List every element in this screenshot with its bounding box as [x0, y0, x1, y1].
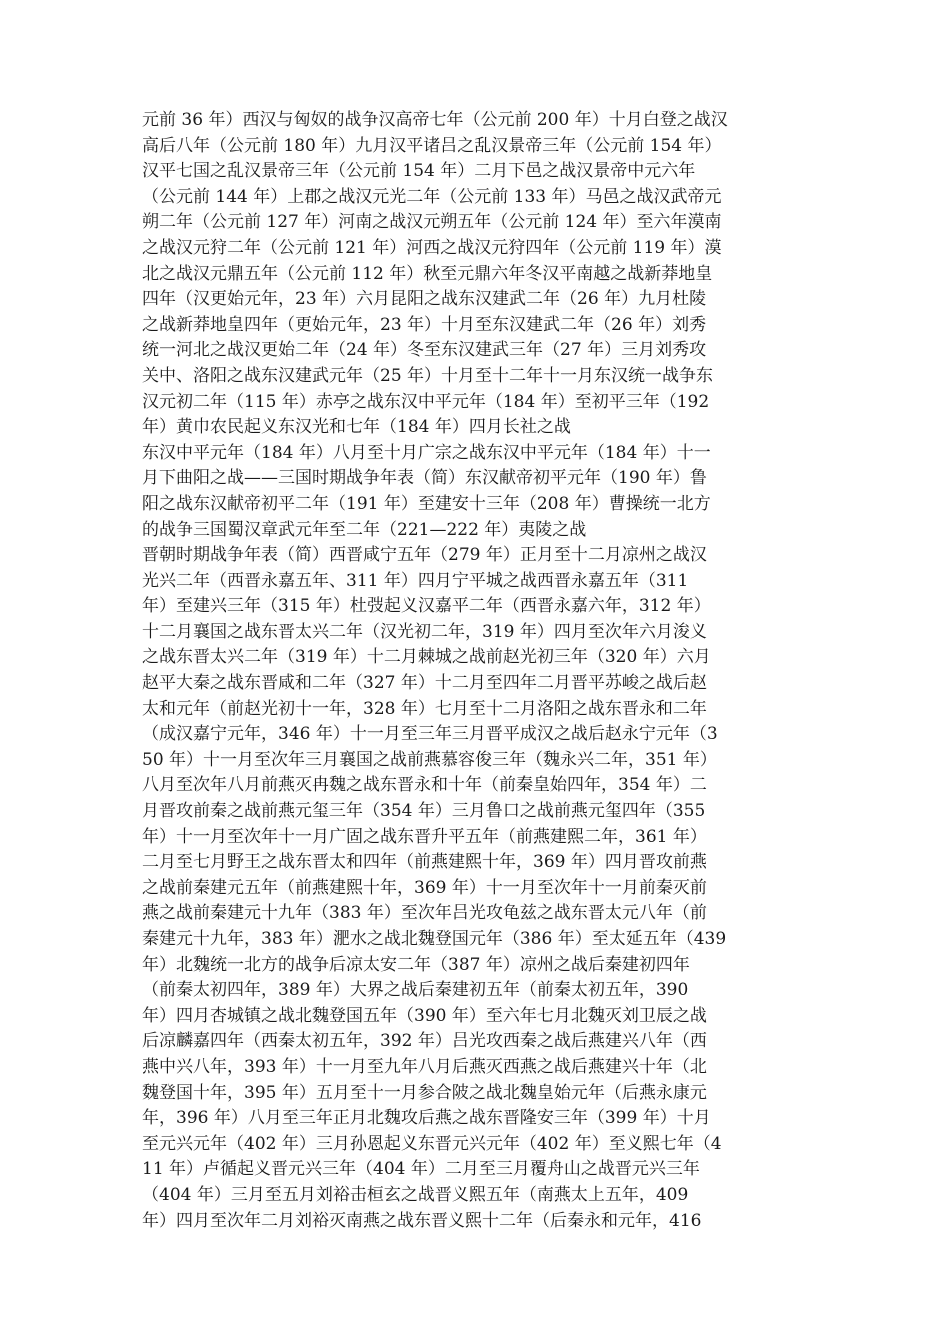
text-line-35: （前秦太初四年，389 年）大界之战后秦建初五年（前秦太初五年，390 [142, 980, 689, 1001]
text-line-17: 的战争三国蜀汉章武元年至二年（221—222 年）夷陵之战 [142, 519, 587, 540]
text-line-43: （404 年）三月至五月刘裕击桓玄之战晋义熙五年（南燕太上五年，409 [142, 1184, 689, 1205]
text-line-23: 赵平大秦之战东晋咸和二年（327 年）十二月至四年二月晋平苏峻之战后赵 [142, 673, 707, 694]
text-line-32: 燕之战前秦建元十九年（383 年）至次年吕光攻龟兹之战东晋太元八年（前 [142, 903, 707, 924]
text-line-1: 元前 36 年）西汉与匈奴的战争汉高帝七年（公元前 200 年）十月白登之战汉 [142, 110, 728, 130]
text-line-4: （公元前 144 年）上郡之战汉元光二年（公元前 133 年）马邑之战汉武帝元 [142, 186, 722, 207]
text-line-10: 统一河北之战汉更始二年（24 年）冬至东汉建武三年（27 年）三月刘秀攻 [142, 340, 707, 361]
text-line-27: 八月至次年八月前燕灭冉魏之战东晋永和十年（前秦皇始四年，354 年）二 [142, 775, 707, 796]
text-line-28: 月晋攻前秦之战前燕元玺三年（354 年）三月鲁口之战前燕元玺四年（355 [142, 801, 706, 822]
text-line-29: 年）十一月至次年十一月广固之战东晋升平五年（前燕建熙二年，361 年） [142, 826, 707, 847]
text-line-25: （成汉嘉宁元年，346 年）十一月至三年三月晋平成汉之战后赵永宁元年（3 [142, 724, 718, 745]
text-line-26: 50 年）十一月至次年三月襄国之战前燕慕容俊三年（魏永兴二年，351 年） [142, 749, 717, 770]
text-line-36: 年）四月杏城镇之战北魏登国五年（390 年）至六年七月北魏灭刘卫辰之战 [142, 1005, 707, 1026]
text-line-5: 朔二年（公元前 127 年）河南之战汉元朔五年（公元前 124 年）至六年漠南 [142, 212, 722, 233]
text-line-34: 年）北魏统一北方的战争后凉太安二年（387 年）凉州之战后秦建初四年 [142, 954, 690, 975]
text-line-19: 光兴二年（西晋永嘉五年、311 年）四月宁平城之战西晋永嘉五年（311 [142, 570, 689, 591]
text-line-11: 关中、洛阳之战东汉建武元年（25 年）十月至十二年十一月东汉统一战争东 [142, 365, 714, 386]
text-line-44: 年）四月至次年二月刘裕灭南燕之战东晋义熙十二年（后秦永和元年，416 [142, 1210, 702, 1231]
text-line-30: 二月至七月野王之战东晋太和四年（前燕建熙十年，369 年）四月晋攻前燕 [142, 852, 707, 873]
text-line-41: 至元兴元年（402 年）三月孙恩起义东晋元兴元年（402 年）至义熙七年（4 [142, 1133, 722, 1154]
text-line-37: 后凉麟嘉四年（西秦太初五年，392 年）吕光攻西秦之战后燕建兴八年（西 [142, 1031, 707, 1052]
text-line-40: 年，396 年）八月至三年正月北魏攻后燕之战东晋隆安三年（399 年）十月 [142, 1108, 711, 1129]
text-line-33: 秦建元十九年，383 年）淝水之战北魏登国元年（386 年）至太延五年（439 [142, 929, 727, 949]
text-line-16: 阳之战东汉献帝初平二年（191 年）至建安十三年（208 年）曹操统一北方 [142, 493, 711, 514]
text-line-12: 汉元初二年（115 年）赤亭之战东汉中平元年（184 年）至初平三年（192 [142, 391, 710, 412]
text-line-31: 之战前秦建元五年（前燕建熙十年，369 年）十一月至次年十一月前秦灭前 [142, 877, 707, 898]
text-line-22: 之战东晋太兴二年（319 年）十二月棘城之战前赵光初三年（320 年）六月 [142, 647, 711, 668]
body-text [142, 108, 808, 1234]
text-line-8: 四年（汉更始元年，23 年）六月昆阳之战东汉建武二年（26 年）九月杜陵 [142, 289, 707, 310]
text-line-20: 年）至建兴三年（315 年）杜弢起义汉嘉平二年（西晋永嘉六年，312 年） [142, 596, 711, 617]
text-line-6: 之战汉元狩二年（公元前 121 年）河西之战汉元狩四年（公元前 119 年）漠 [142, 237, 722, 258]
text-line-14: 东汉中平元年（184 年）八月至十月广宗之战东汉中平元年（184 年）十一 [142, 442, 711, 463]
text-line-9: 之战新莽地皇四年（更始元年，23 年）十月至东汉建武二年（26 年）刘秀 [142, 314, 707, 335]
text-line-3: 汉平七国之乱汉景帝三年（公元前 154 年）二月下邑之战汉景帝中元六年 [142, 161, 696, 182]
text-line-7: 北之战汉元鼎五年（公元前 112 年）秋至元鼎六年冬汉平南越之战新莽地皇 [142, 263, 713, 284]
text-line-21: 十二月襄国之战东晋太兴二年（汉光初二年，319 年）四月至次年六月浚义 [142, 621, 707, 642]
text-line-15: 月下曲阳之战——三国时期战争年表（简）东汉献帝初平元年（190 年）鲁 [142, 468, 707, 489]
text-line-18: 晋朝时期战争年表（简）西晋咸宁五年（279 年）正月至十二月凉州之战汉 [142, 545, 707, 566]
text-line-24: 太和元年（前赵光初十一年，328 年）七月至十二月洛阳之战东晋永和二年 [142, 698, 707, 719]
text-line-2: 高后八年（公元前 180 年）九月汉平诸吕之乱汉景帝三年（公元前 154 年） [142, 135, 722, 156]
text-line-39: 魏登国十年，395 年）五月至十一月参合陂之战北魏皇始元年（后燕永康元 [142, 1082, 707, 1103]
text-line-42: 11 年）卢循起义晋元兴三年（404 年）二月至三月覆舟山之战晋元兴三年 [142, 1159, 700, 1180]
text-line-38: 燕中兴八年，393 年）十一月至九年八月后燕灭西燕之战后燕建兴十年（北 [142, 1056, 707, 1077]
text-line-13: 年）黄巾农民起义东汉光和七年（184 年）四月长社之战 [142, 417, 571, 438]
